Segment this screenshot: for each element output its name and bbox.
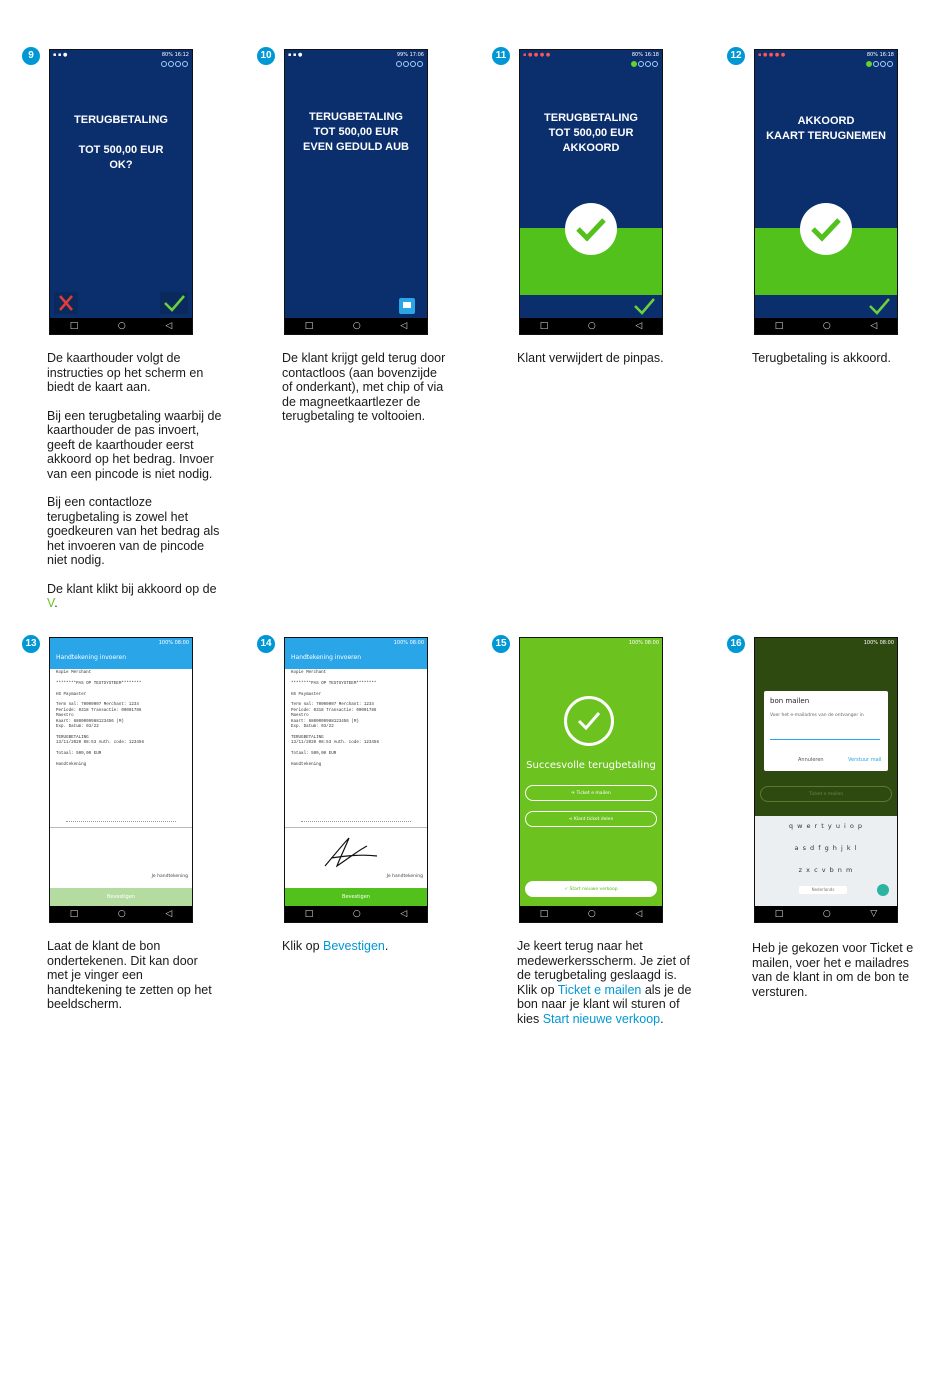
description-step-14: Klik op Bevestigen. [282,939,389,953]
progress-dots [631,61,658,67]
step-number-12: 12 [727,47,745,65]
status-bar: ▪ ▪ ● 99% 17:06 [288,51,424,58]
signature-line [66,821,176,822]
cross-icon [54,292,78,314]
android-nav-bar: □ ○ ◁ [50,318,192,334]
terminal-message: TERUGBETALING TOT 500,00 EUR EVEN GEDULD AUB [303,111,409,153]
phone-step-16 [754,637,898,923]
signature-screen [285,638,427,906]
phone-step-15 [519,637,663,923]
status-bar: 100% 08:00 [863,639,894,646]
receipt-text: Kopie Merchant ********PAS OP TESTSYSTEEM******** HS Paymaster Term nal: 70000007 Merchant: 1234 Periode: 0318 Transactie: 00001786 Maestro Kaart: 6800009988123456 (M) Exp. Datum: 03/22 TERUGBETALING 13/11/2020 08:53 Auth. code: 123456 Totaal: 500,00 EUR Handtekening [291,671,379,767]
step-number-16: 16 [727,635,745,653]
phone-step-11 [519,49,663,335]
success-title: Succesvolle terugbetaling [526,760,656,771]
dialog-title: bon mailen [770,697,810,705]
terminal-message: AKKOORD KAART TERUGNEMEN [766,115,886,142]
cancel-button[interactable] [54,292,78,314]
divider [50,827,192,828]
new-sale-button[interactable]: ✓ Start nieuwe verkoop [525,881,657,897]
description-step-16: Heb je gekozen voor Ticket e mailen, voer het e mailadres van de klant in om de bon te versturen. [752,941,914,999]
signature-line [301,821,411,822]
ticket-email-button: Ticket e mailen [760,786,892,802]
step-number-14: 14 [257,635,275,653]
android-nav-bar: □ ○ ◁ [285,906,427,922]
android-nav-bar: □ ○ ◁ [50,906,192,922]
status-bar: 100% 08:00 [285,638,427,647]
phone-step-9 [49,49,193,335]
confirm-button[interactable]: Bevestigen [285,888,427,906]
ticket-email-button[interactable]: ✈ Ticket e mailen [525,785,657,801]
android-nav-bar: □ ○ ◁ [520,318,662,334]
terminal-screen [285,50,427,318]
mail-dialog [764,691,888,771]
check-icon [160,292,188,314]
android-nav-bar: □ ○ ◁ [285,318,427,334]
status-bar: 100% 08:00 [628,639,659,646]
progress-dots [161,61,188,67]
success-screen [520,638,662,906]
description-step-12: Terugbetaling is akkoord. [752,351,891,365]
phone-step-13 [49,637,193,923]
email-screen [755,638,897,906]
signature-drawing[interactable] [315,834,385,874]
receipt-text: Kopie Merchant ********PAS OP TESTSYSTEEM******** HS Paymaster Term nal: 70000007 Merchant: 1234 Periode: 0318 Transactie: 00001786 Maestro Kaart: 6800009988123456 (M) Exp. Datum: 03/22 TERUGBETALING 13/11/2020 08:53 Auth. code: 123456 Totaal: 500,00 EUR Handtekening [56,671,144,767]
space-bar[interactable]: Nederlands [799,886,847,894]
phone-step-10 [284,49,428,335]
terminal-screen [520,50,662,318]
status-bar: 100% 08:00 [50,638,192,647]
ok-button[interactable] [160,292,188,314]
terminal-message: TERUGBETALING TOT 500,00 EUR OK? [74,114,168,171]
success-check-icon [800,203,852,255]
cancel-button[interactable]: Annuleren [798,757,824,763]
email-input[interactable] [770,731,880,740]
keyboard-row-3[interactable]: z x c v b n m [798,866,854,874]
step-number-11: 11 [492,47,510,65]
signature-screen [50,638,192,906]
step-number-13: 13 [22,635,40,653]
terminal-screen [50,50,192,318]
step-number-10: 10 [257,47,275,65]
progress-dots [396,61,423,67]
description-step-9: De kaarthouder volgt de instructies op het scherm en biedt de kaart aan. Bij een terugbetaling waarbij de kaarthouder de pas invoert, geeft de kaarthouder eerst akkoord op het bedrag. Invoer van een pincode is niet nodig. Bij een contactloze terugbetaling is zowel het goedkeuren van het bedrag als het invoeren van de pincode niet nodig. De klant klikt bij akkoord op de V. [47,351,222,610]
keyboard-row-2[interactable]: a s d f g h j k l [794,844,858,852]
screen-title: Handtekening invoeren [285,647,427,669]
status-bar: ▪ ● ● ● ● 80% 16:18 [523,51,659,58]
divider [285,827,427,828]
phone-step-12 [754,49,898,335]
terminal-screen [755,50,897,318]
send-mail-button[interactable]: Verstuur mail [848,757,882,763]
share-ticket-button[interactable]: ⋖ Klant ticket delen [525,811,657,827]
android-nav-bar: □ ○ ◁ [755,318,897,334]
step-number-15: 15 [492,635,510,653]
signature-label: Je handtekening [386,874,423,879]
phone-step-14 [284,637,428,923]
signature-label: Je handtekening [151,874,188,879]
send-icon[interactable] [877,884,889,896]
keyboard[interactable] [755,816,897,906]
status-bar: ▪ ▪ ● 80% 16:12 [53,51,189,58]
progress-dots [866,61,893,67]
description-step-11: Klant verwijdert de pinpas. [517,351,664,365]
android-nav-bar: □ ○ ◁ [520,906,662,922]
screen-title: Handtekening invoeren [50,647,192,669]
terminal-message: TERUGBETALING TOT 500,00 EUR AKKOORD [544,112,638,154]
success-check-icon [565,203,617,255]
confirm-button-disabled[interactable]: Bevestigen [50,888,192,906]
android-nav-bar: □ ○ ▽ [755,906,897,922]
description-step-10: De klant krijgt geld terug door contactloos (aan bovenzijde of onderkant), met chip of via de magneetkaartlezer de terugbetaling te voltooien. [282,351,446,423]
dialog-hint: Voer het e-mailadres van de ontvanger in [770,713,864,718]
check-icon [630,296,658,316]
description-step-15: Je keert terug naar het medewerkersscherm. Je ziet of de terugbetaling geslaagd is. Klik op Ticket e mailen als je de bon naar je klant wil sturen of kies Start nieuwe verkoop. [517,939,692,1026]
description-step-13: Laat de klant de bon ondertekenen. Dit kan door met je vinger een handtekening te zetten op het beeldscherm. [47,939,212,1011]
step-number-9: 9 [22,47,40,65]
card-reader-icon [399,298,415,314]
keyboard-row-1[interactable]: q w e r t y u i o p [788,822,864,830]
status-bar: ▪ ● ● ● ● 80% 16:18 [758,51,894,58]
success-check-icon [564,696,614,746]
check-icon [865,296,893,316]
